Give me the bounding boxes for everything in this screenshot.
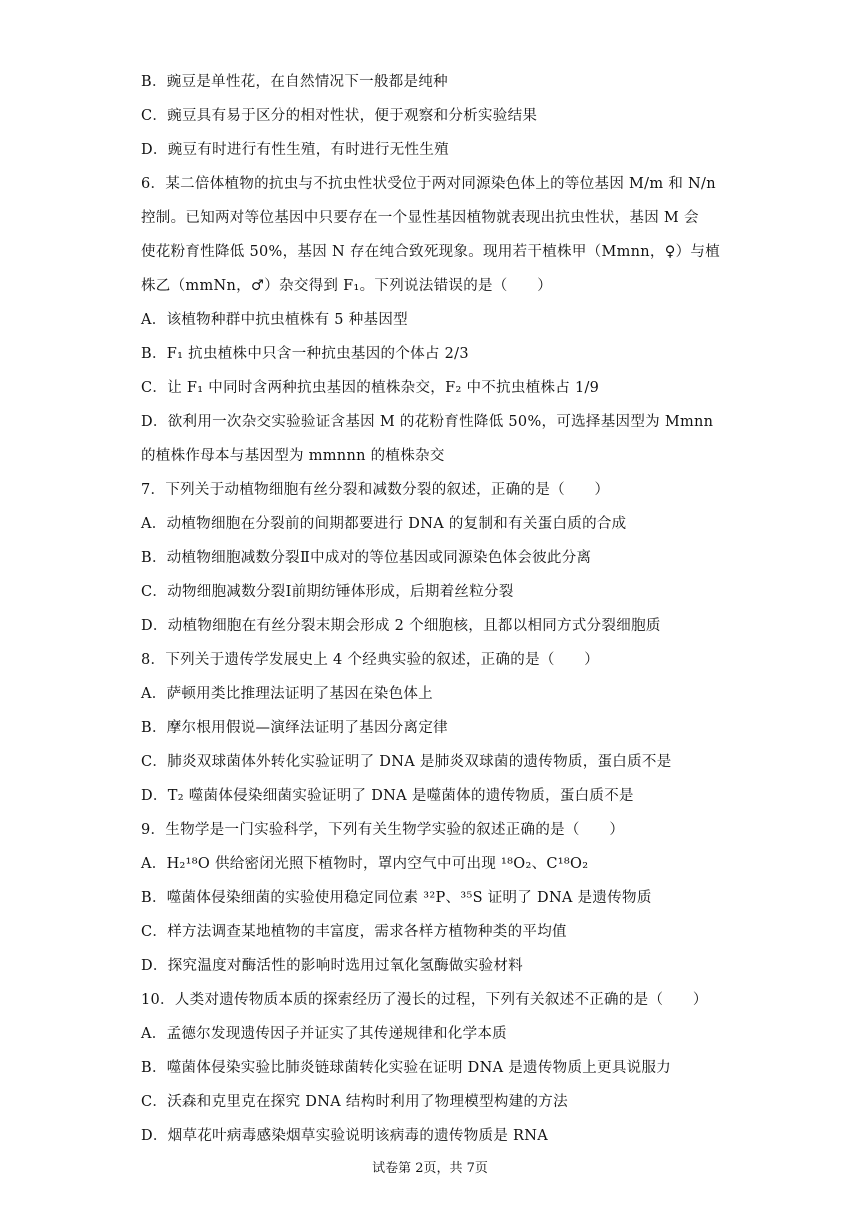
- option-a: A．萨顿用类比推理法证明了基因在染色体上: [141, 686, 433, 702]
- text-line: B．豌豆是单性花，在自然情况下一般都是纯种: [141, 74, 448, 90]
- text-line: 株乙（mmNn，♂）杂交得到 F₁。下列说法错误的是（ ）: [141, 278, 553, 294]
- option-b: B．噬菌体侵染实验比肺炎链球菌转化实验在证明 DNA 是遗传物质上更具说服力: [141, 1060, 672, 1076]
- text-line: 的植株作母本与基因型为 mmnnn 的植株杂交: [141, 448, 445, 464]
- text-line: 控制。已知两对等位基因中只要存在一个显性基因植物就表现出抗虫性状，基因 M 会: [141, 210, 699, 226]
- option-d: D．动植物细胞在有丝分裂末期会形成 2 个细胞核，且都以相同方式分裂细胞质: [141, 618, 661, 634]
- text-line: 使花粉育性降低 50%，基因 N 存在纯合致死现象。现用若干植株甲（Mmnn，♀）与植: [141, 244, 721, 260]
- option-a: A．孟德尔发现遗传因子并证实了其传递规律和化学本质: [141, 1026, 507, 1042]
- question-7-stem: 7．下列关于动植物细胞有丝分裂和减数分裂的叙述，正确的是（ ）: [141, 482, 610, 498]
- option-c: C．样方法调查某地植物的丰富度，需求各样方植物种类的平均值: [141, 924, 567, 940]
- option-b: B．F₁ 抗虫植株中只含一种抗虫基因的个体占 2/3: [141, 346, 469, 362]
- option-d: D．烟草花叶病毒感染烟草实验说明该病毒的遗传物质是 RNA: [141, 1128, 549, 1144]
- option-b: B．动植物细胞减数分裂Ⅱ中成对的等位基因或同源染色体会彼此分离: [141, 550, 592, 566]
- option-c: C．肺炎双球菌体外转化实验证明了 DNA 是肺炎双球菌的遗传物质，蛋白质不是: [141, 754, 672, 770]
- option-c: C．动物细胞减数分裂Ⅰ前期纺锤体形成，后期着丝粒分裂: [141, 584, 514, 600]
- option-a: A．该植物种群中抗虫植株有 5 种基因型: [141, 312, 408, 328]
- option-b: B．噬菌体侵染细菌的实验使用稳定同位素 ³²P、³⁵S 证明了 DNA 是遗传物质: [141, 890, 652, 906]
- text-line: C．豌豆具有易于区分的相对性状，便于观察和分析实验结果: [141, 108, 538, 124]
- option-d: D．T₂ 噬菌体侵染细菌实验证明了 DNA 是噬菌体的遗传物质，蛋白质不是: [141, 788, 634, 804]
- question-6-stem: 6．某二倍体植物的抗虫与不抗虫性状受位于两对同源染色体上的等位基因 M/m 和 N/n: [141, 176, 716, 192]
- option-c: C．沃森和克里克在探究 DNA 结构时利用了物理模型构建的方法: [141, 1094, 568, 1110]
- option-d: D．探究温度对酶活性的影响时选用过氧化氢酶做实验材料: [141, 958, 523, 974]
- question-10-stem: 10．人类对遗传物质本质的探索经历了漫长的过程，下列有关叙述不正确的是（ ）: [141, 992, 708, 1008]
- option-b: B．摩尔根用假说—演绎法证明了基因分离定律: [141, 720, 448, 736]
- question-8-stem: 8．下列关于遗传学发展史上 4 个经典实验的叙述，正确的是（ ）: [141, 652, 600, 668]
- option-d: D．欲利用一次杂交实验验证含基因 M 的花粉育性降低 50%，可选择基因型为 Mmnn: [141, 414, 714, 430]
- option-a: A．动植物细胞在分裂前的间期都要进行 DNA 的复制和有关蛋白质的合成: [141, 516, 627, 532]
- text-line: D．豌豆有时进行有性生殖，有时进行无性生殖: [141, 142, 449, 158]
- question-9-stem: 9．生物学是一门实验科学，下列有关生物学实验的叙述正确的是（ ）: [141, 822, 625, 838]
- page-footer: 试卷第 2页，共 7页: [372, 1161, 488, 1176]
- option-c: C．让 F₁ 中同时含两种抗虫基因的植株杂交，F₂ 中不抗虫植株占 1/9: [141, 380, 600, 396]
- option-a: A．H₂¹⁸O 供给密闭光照下植物时，罩内空气中可出现 ¹⁸O₂、C¹⁸O₂: [141, 856, 589, 872]
